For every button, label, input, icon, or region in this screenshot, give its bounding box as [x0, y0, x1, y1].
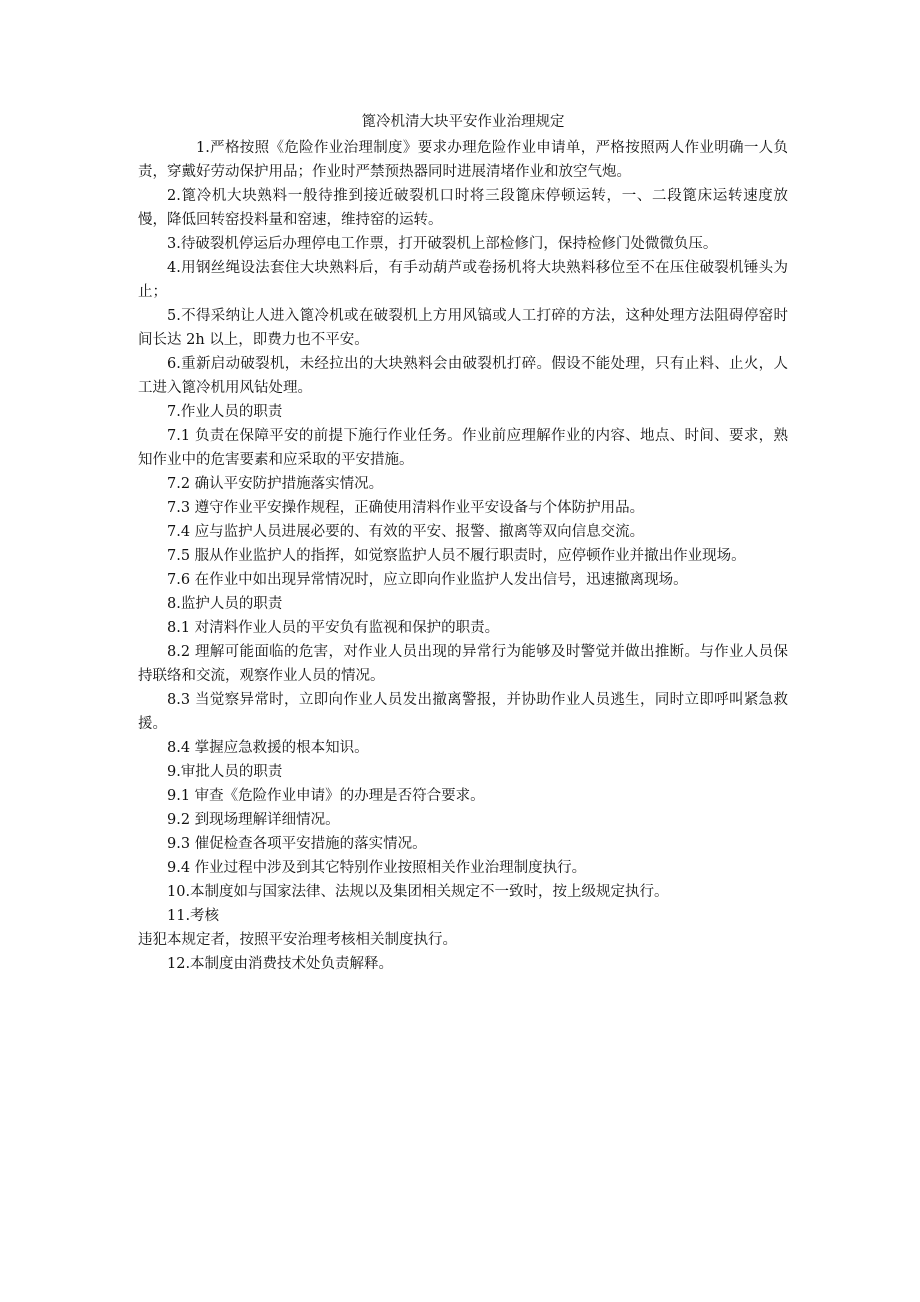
paragraph-7-2: 7.2 确认平安防护措施落实情况。 [167, 476, 384, 492]
paragraph-9-3: 9.3 催促检查各项平安措施的落实情况。 [167, 836, 427, 852]
paragraph-12: 12.本制度由消费技术处负责解释。 [167, 956, 394, 972]
document-body [138, 110, 788, 976]
paragraph-7-1: 7.1 负责在保障平安的前提下施行作业任务。作业前应理解作业的内容、地点、时间、要求，熟知作业中的危害要素和应采取的平安措施。 [138, 428, 788, 468]
paragraph-5: 5.不得采纳让人进入篦冷机或在破裂机上方用风镐或人工打碎的方法，这种处理方法阻碍停窑时间长达 2h 以上，即费力也不平安。 [138, 308, 788, 348]
paragraph-11-body: 违犯本规定者，按照平安治理考核相关制度执行。 [138, 932, 457, 948]
document-title: 篦冷机清大块平安作业治理规定 [361, 114, 565, 130]
paragraph-7-5: 7.5 服从作业监护人的指挥，如觉察监护人员不履行职责时，应停顿作业并撤出作业现场。 [167, 548, 746, 564]
section-heading-9: 9.审批人员的职责 [167, 764, 283, 780]
section-heading-7: 7.作业人员的职责 [167, 404, 283, 420]
paragraph-4: 4.用钢丝绳设法套住大块熟料后，有手动葫芦或卷扬机将大块熟料移位至不在压住破裂机锤头为止； [138, 260, 788, 300]
paragraph-7-6: 7.6 在作业中如出现异常情况时，应立即向作业监护人发出信号，迅速撤离现场。 [167, 572, 688, 588]
paragraph-1: 1.严格按照《危险作业治理制度》要求办理危险作业申请单，严格按照两人作业明确一人负责，穿戴好劳动保护用品；作业时严禁预热器同时进展清堵作业和放空气炮。 [138, 140, 788, 180]
paragraph-2: 2.篦冷机大块熟料一般待推到接近破裂机口时将三段篦床停顿运转，一、二段篦床运转速度放慢，降低回转窑投料量和窑速，维持窑的运转。 [138, 188, 788, 228]
section-heading-11: 11.考核 [167, 908, 220, 924]
paragraph-9-4: 9.4 作业过程中涉及到其它特别作业按照相关作业治理制度执行。 [167, 860, 587, 876]
paragraph-6: 6.重新启动破裂机，未经拉出的大块熟料会由破裂机打碎。假设不能处理，只有止料、止火，人工进入篦冷机用风钻处理。 [138, 356, 788, 396]
paragraph-8-4: 8.4 掌握应急救援的根本知识。 [167, 740, 369, 756]
paragraph-8-2: 8.2 理解可能面临的危害，对作业人员出现的异常行为能够及时警觉并做出推断。与作业人员保持联络和交流，观察作业人员的情况。 [138, 644, 788, 684]
paragraph-3: 3.待破裂机停运后办理停电工作票，打开破裂机上部检修门，保持检修门处微微负压。 [167, 236, 718, 252]
paragraph-8-1: 8.1 对清料作业人员的平安负有监视和保护的职责。 [167, 620, 500, 636]
paragraph-9-2: 9.2 到现场理解详细情况。 [167, 812, 340, 828]
section-heading-8: 8.监护人员的职责 [167, 596, 283, 612]
paragraph-7-4: 7.4 应与监护人员进展必要的、有效的平安、报警、撤离等双向信息交流。 [167, 524, 645, 540]
paragraph-9-1: 9.1 审查《危险作业申请》的办理是否符合要求。 [167, 788, 485, 804]
paragraph-8-3: 8.3 当觉察异常时，立即向作业人员发出撤离警报，并协助作业人员逃生，同时立即呼叫紧急救援。 [138, 692, 788, 732]
paragraph-7-3: 7.3 遵守作业平安操作规程，正确使用清料作业平安设备与个体防护用品。 [167, 500, 645, 516]
paragraph-10: 10.本制度如与国家法律、法规以及集团相关规定不一致时，按上级规定执行。 [167, 884, 669, 900]
